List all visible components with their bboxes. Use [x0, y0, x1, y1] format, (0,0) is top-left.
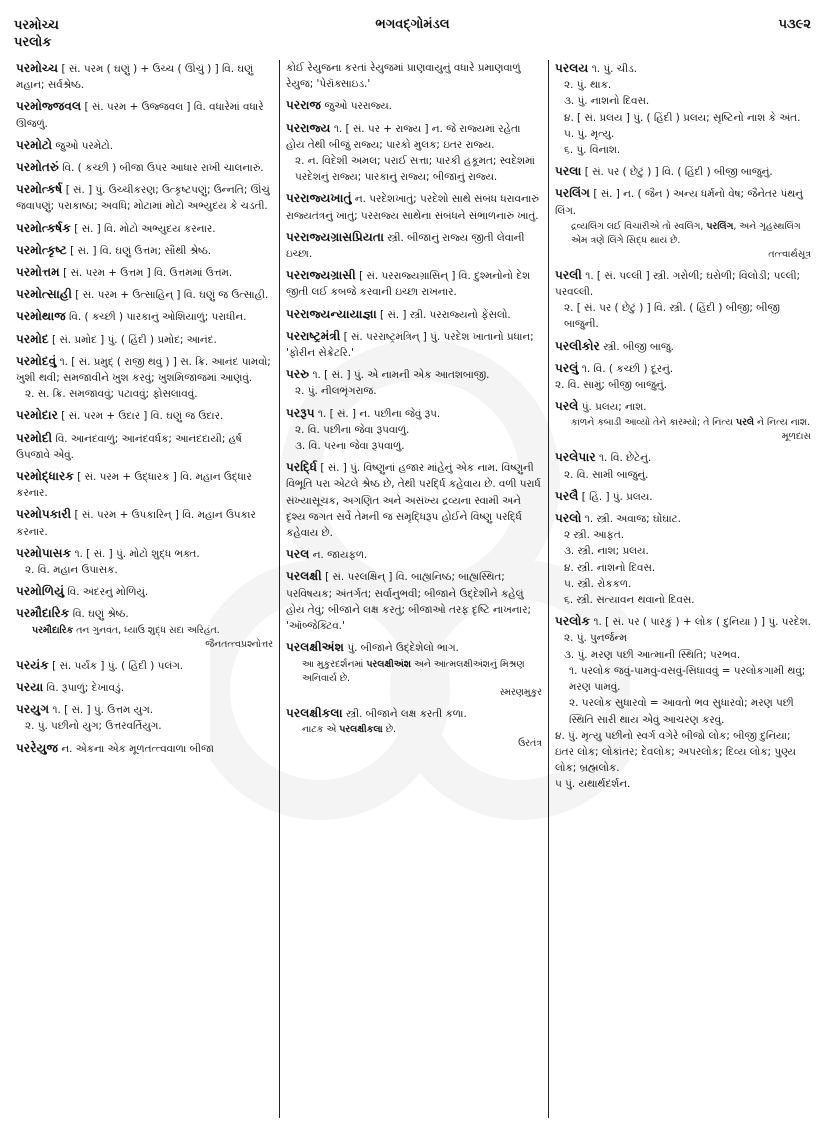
- entry-headword: પરલય: [555, 61, 589, 75]
- quote-text: , અને ગૃહસ્થલિંગ એમ ત્રણે લિંગે સિદ્ધ થાય છે.: [571, 220, 801, 246]
- entry-headword: પરમોદ્ધારક: [16, 469, 74, 484]
- quote-source: મૂળદાસ: [781, 431, 811, 443]
- quote-headword: પરલક્ષીઅંશ: [366, 658, 411, 670]
- entry-definition: [ સં. પ્રમોદ ] પું. ( હિંદી ) પ્રમોદ; આનંદ.: [52, 333, 217, 346]
- entry-definition: [ સં. ] વિ. મોટો અભ્યુદય કરનાર.: [74, 222, 216, 235]
- entry-sense: ૨. પું. પછીનો યુગ; ઉત્તરવર્તિયુગ.: [25, 720, 162, 733]
- dictionary-entry: [16, 353, 273, 403]
- quote-source: જૈનતત્ત્વપ્રશ્નોત્તર: [205, 638, 273, 650]
- entry-headword: પરમોત્કૃષ્ટ: [16, 242, 67, 257]
- dictionary-entry: [555, 163, 811, 180]
- dictionary-entry: [16, 605, 273, 651]
- entry-definition: ૧. પું. ચીડ.: [591, 63, 638, 75]
- entry-sense: ૨. વિ. મહાન ઉપાસક.: [25, 564, 118, 577]
- entry-headword: પરમોટો: [16, 137, 53, 152]
- entry-headword: પરલા: [555, 164, 582, 179]
- entry-headword: પરરાજ્ય: [286, 120, 331, 135]
- entry-definition: વિ. ( કચ્છી ) બીજા ઉપર આધાર રાખી ચાલનારું.: [62, 162, 264, 175]
- quote-text: કાળને કબાડી આવ્યો તેને કારમ્યો; તે નિત્ય: [571, 417, 736, 429]
- entry-definition: જુઓ પરરાજ્ય.: [324, 100, 392, 113]
- entry-headword: પરમોદ: [16, 331, 49, 346]
- dictionary-entry: [16, 331, 273, 348]
- dictionary-entry: [555, 510, 811, 608]
- entry-definition: [ સં. ] વિ. ઘણું ઉત્તમ; સૌથી શ્રેષ્ઠ.: [70, 244, 212, 257]
- entry-headword: પરલક્ષી: [286, 569, 322, 584]
- entry-definition: [ સં. પરમ + ઉજ્જવલ ] વિ. વધારેમાં વધારે ઊજળું.: [16, 101, 264, 130]
- dictionary-entry: [16, 701, 273, 734]
- entry-headword: પરલક્ષીઅંશ: [286, 640, 345, 655]
- entry-headword: પરલું: [555, 360, 579, 375]
- entry-headword: પરમોત્તમ: [16, 265, 60, 280]
- entry-headword: પરલીકોર: [555, 338, 600, 353]
- dictionary-entry: [286, 306, 542, 323]
- entry-definition: ન. પરદેશખાતું; પરદેશો સાથે સંબંધ ધરાવનારું રાજ્યતંત્રનું ખાતું; પરરાજ્ય સાથેના સંબંધને સંભાળનારું ખાતું.: [286, 193, 539, 222]
- entry-headword: પરલૈ: [555, 488, 579, 503]
- dictionary-entry: [555, 338, 811, 355]
- entry-definition: [ સં. ] ન. ( જૈન ) અન્ય ધર્મનો વેષ; જૈનેતર પંથનું લિંગ.: [555, 188, 803, 217]
- dictionary-entry: [16, 545, 273, 578]
- entry-sense: ૨. ન. વિદેશી અમલ; પરાઈ સત્તા; પારકી હકૂમત; સ્વદેશમાં પરદેશનું રાજ્ય; પારકાનું રાજ્ય; બીજાનું રાજ્ય.: [295, 155, 535, 184]
- entry-definition: ૧. [ સં. પ્રમુદ્ ( રાજી થવું ) ] સ. ક્રિ. આનંદ પામવો; ખુશી થવી; સમજાવીને ખુશ કરવું; ખુશમિજાજમાં આણવું.: [16, 355, 271, 385]
- dictionary-entry: [286, 568, 542, 634]
- entry-sense: ૩. વિ. પરના જેવા રૂપવાળું.: [295, 440, 405, 453]
- quote-text: નાટક એ: [302, 723, 340, 735]
- entry-headword: પરમોથાજ: [16, 309, 66, 324]
- entry-definition: [ સં. પરરાષ્ટ્રમંત્રિન્ ] પું. પરદેશ ખાતાનો પ્રધાન; 'ફોરીન સેક્રેટરિ.': [286, 330, 534, 360]
- dictionary-entry: [16, 60, 273, 93]
- dictionary-entry: [16, 468, 273, 501]
- dictionary-entry: [16, 264, 273, 281]
- entry-headword: પરલી: [555, 267, 582, 282]
- entry-sense: ૫ પું. યથાર્થદર્શન.: [555, 778, 631, 791]
- dictionary-entry: [16, 506, 273, 539]
- quote-source: તત્ત્વાર્થસૂત્ર: [768, 248, 811, 260]
- entry-definition: [ હિં. ] પું. પ્રલય.: [581, 490, 653, 503]
- dictionary-entry: [555, 360, 811, 393]
- entry-headword: પરરાજ્યગ્રાસી: [286, 268, 356, 283]
- entry-headword: પરલ: [286, 547, 310, 562]
- entry-definition: ૧. વિ. છેટેનું.: [598, 452, 652, 465]
- entry-definition: ૧. [ સં. ] પું. મોટો શુદ્ધ ભક્ત.: [74, 547, 200, 560]
- dictionary-entry: [555, 398, 811, 444]
- entry-headword: પરરુ: [286, 367, 310, 382]
- entry-definition: સ્ત્રી. બીજાને લક્ષ કરતી કળા.: [345, 707, 467, 720]
- entry-idiom: ૧. પરલોક જવું-પામવું-વસવું-સિધાવવું = પરલોકગામી થવું; મરણ પામવું.: [569, 664, 806, 694]
- dictionary-entry: [16, 98, 273, 131]
- entry-headword: પરમોત્સાહી: [16, 287, 72, 302]
- entry-sense: ૨. પું. નીલભૃંગરાજ.: [295, 385, 377, 398]
- column-right: [548, 60, 817, 1118]
- entry-headword: પરમોદી: [16, 430, 53, 445]
- entry-definition: [ સં. પરમ + ઉત્તમ ] વિ. ઉત્તમમાં ઉત્તમ.: [63, 267, 233, 280]
- entry-sense: ૬. સ્ત્રી. સત્યાવન થવાનો દિવસ.: [564, 594, 695, 607]
- entry-definition: ૧. વિ. ( કચ્છી ) દૂરનું.: [581, 362, 674, 375]
- entry-definition: ૧. [ સં. પર ( પારકું ) + લોક ( દુનિયા ) ] પું. પરદેશ.: [593, 616, 811, 629]
- entry-sense: ૪. પું. મૃત્યુ પછીનો સ્વર્ગ વગેરે બીજો લોક; બીજી દુનિયા; ઇતર લોક; લોકાંતર; દેવલોક; અપરલોક; દિવ્ય લોક; પુણ્ય લોક; બ્રહ્મલોક.: [555, 729, 796, 775]
- entry-definition: વિ. આનંદવાળું; આનંદવર્ધક; આનંદદાયી; હર્ષ ઉપજાવે એવું.: [16, 432, 242, 461]
- entry-headword: પરમોજ્જવલ: [16, 99, 82, 114]
- dictionary-entry: [555, 613, 811, 792]
- entry-headword: પરરાષ્ટ્રમંત્રી: [286, 328, 341, 343]
- page-header: [0, 0, 825, 58]
- entry-headword: પરરેયુજ: [16, 740, 59, 755]
- dictionary-entry: [286, 97, 542, 114]
- dictionary-entry: [286, 60, 542, 92]
- entry-headword: પરમોદાર: [16, 408, 58, 423]
- quote-text: છે.: [382, 723, 396, 735]
- quote-source: ઉરતંત્ર: [518, 737, 542, 749]
- dictionary-entry: [555, 488, 811, 505]
- entry-headword: પરયંક: [16, 657, 49, 672]
- dictionary-entry: [286, 190, 542, 223]
- entry-definition: ૧. [ સં. ] ન. પછીના જેવું રૂપ.: [317, 407, 441, 420]
- entry-definition: વિ. અંદરનું મોળિયું.: [67, 586, 149, 599]
- entry-quotation: [16, 624, 273, 638]
- dictionary-entry: [286, 405, 542, 455]
- entry-sense: ૨. સ. ક્રિ. સમજાવવું; પટાવવું; ફોસલાવવું.: [25, 388, 198, 401]
- entry-headword: પરમોત્કર્ષ: [16, 182, 63, 197]
- entry-sense: ૪. [ સં. પ્રલય ] પું. ( હિંદી ) પ્રલય; સૃષ્ટિનો નાશ કે અંત.: [564, 111, 801, 124]
- entry-headword: પરમોદવું: [16, 353, 57, 368]
- entry-definition: ન. જાયફળ.: [312, 549, 368, 562]
- dictionary-entry: [16, 430, 273, 463]
- quote-headword: પરલિંગ: [706, 220, 734, 232]
- entry-sense: ૩. પું. નાશનો દિવસ.: [564, 95, 650, 108]
- dictionary-entry: [16, 286, 273, 303]
- entry-definition: પું. બીજાને ઉદ્દેશેલો ભાગ.: [347, 642, 459, 655]
- entry-sense: ૨. પું. થાક.: [564, 79, 612, 92]
- entry-quotation: [286, 723, 542, 737]
- entry-definition: [ સં. પરમ + ઉત્સાહિન્ ] વિ. ઘણું જ ઉત્સાહી.: [75, 289, 269, 302]
- column-left: [10, 60, 279, 1118]
- entry-sense: ૬. પું. વિનાશ.: [564, 144, 621, 157]
- dictionary-entry: [286, 229, 542, 262]
- dictionary-entry: [555, 185, 811, 261]
- entry-sense: ૨ સ્ત્રી. આફત.: [564, 529, 625, 542]
- entry-headword: પરયા: [16, 679, 44, 694]
- book-title: ભગવદ્ગોમંડલ: [375, 17, 450, 32]
- entry-headword: પરલક્ષીકલા: [286, 705, 343, 720]
- entry-sense: ૫. સ્ત્રી. રોકકળ.: [564, 577, 632, 590]
- dictionary-entry: [16, 657, 273, 674]
- entry-quotation: [555, 416, 811, 430]
- entry-definition: જુઓ પરમેટો.: [55, 139, 114, 152]
- page-number: ૫૩૯૨: [778, 17, 811, 32]
- first-guide-word: પરમોચ્ચ: [14, 18, 59, 33]
- dictionary-entry: [286, 459, 542, 541]
- entry-headword: પરમોત્કર્ષક: [16, 220, 71, 235]
- dictionary-entry: [286, 639, 542, 699]
- entry-headword: પરલો: [555, 511, 582, 526]
- entry-headword: પરલેપાર: [555, 450, 596, 465]
- dictionary-entry: [286, 328, 542, 361]
- entry-definition: સ્ત્રી. બીજાનું રાજ્ય જીતી લેવાની ઇચ્છા.: [286, 231, 525, 261]
- quote-headword: પરલે: [735, 417, 755, 429]
- entry-idiom: ૨. પરલોક સુધારવો = આવતો ભવ સુધારવો; મરણ પછી સ્થિતિ સારી થાય એવું આચરણ કરવું.: [569, 697, 794, 726]
- dictionary-entry: [16, 220, 273, 237]
- dictionary-entry: [16, 583, 273, 600]
- dictionary-entry: [286, 546, 542, 563]
- dictionary-entry: [16, 137, 273, 154]
- entry-headword: પરરૂપ: [286, 405, 315, 420]
- entry-headword: પરરાજ્યન્યાયાજ્ઞા: [286, 306, 377, 321]
- entry-headword: પરરાજ્યખાતું: [286, 191, 352, 206]
- dictionary-entry: [16, 242, 273, 259]
- quote-headword: પરલક્ષીકલા: [339, 723, 383, 735]
- entry-headword: પરમૌદારિક: [16, 606, 70, 621]
- entry-definition: ૧. [ સં. પલ્લી ] સ્ત્રી. ગરોળી; ઘરોળી; વિલોડી; પલ્લી; પરવલ્લી.: [555, 269, 801, 299]
- entry-sense: ૩. સ્ત્રી. નાશ; પ્રલય.: [564, 545, 649, 558]
- entry-headword: પરર્દ્ધિ: [286, 460, 318, 475]
- entry-definition: વિ. રૂપાળું; દેખાવડું.: [46, 681, 125, 694]
- entry-definition: [ સં. પરમ + ઉદ્ધારક ] વિ. મહાન ઉદ્ધાર કરનાર.: [16, 471, 252, 500]
- entry-definition: ન. એકના એક મૂળતત્ત્વવાળા બીજા: [61, 742, 214, 755]
- entry-headword: પરરાજ્યગ્રાસપ્રિયતા: [286, 229, 384, 244]
- dictionary-entry: [16, 308, 273, 325]
- dictionary-entry: [555, 60, 811, 158]
- last-guide-word: પરલોક: [14, 35, 52, 50]
- entry-quotation: [286, 658, 542, 686]
- entry-definition: [ સં. પરલક્ષિન્ ] વિ. બાહ્યનિષ્ઠ; બાહ્યસ્થિત; પરવિષયક; અંતર્ગત; સર્વાનુભવી; બીજાને ઉદ્દેશીને કહેલું હોય તેવું; બીજાને લક્ષ કરતું; બીજાઓ તરફ દૃષ્ટિ નાખનાર; 'ઑબ્જેક્ટિવ.': [286, 571, 531, 633]
- entry-headword: પરમોતરું: [16, 160, 59, 175]
- quote-text: અને આત્મલક્ષીઅંશનું મિશ્રણ અનિવાર્ય છે.: [302, 658, 525, 684]
- entry-sense: ૪. સ્ત્રી. નાશનો દિવસ.: [564, 561, 656, 574]
- entry-definition: [ સં. પર ( છેટું ) ] વિ. ( હિંદી ) બીજી બાજુનું.: [584, 166, 773, 179]
- dictionary-entry: [555, 449, 811, 482]
- entry-definition: [ સં. પર્યંક ] પું. ( હિંદી ) પલંગ.: [52, 659, 184, 672]
- entry-definition: [ સં. ] પું. ઉચ્ચીકરણ; ઉત્કૃષ્ટપણું; ઉન્નતિ; ઊંચું જવાપણું; પરાકાષ્ઠા; અવધિ; મોટામાં મોટો અભ્યુદય કે ચડતી.: [16, 184, 270, 213]
- entry-definition: [ સં. પરરાજ્યગ્રાસિન્ ] વિ. દુશ્મનોનો દેશ જીતી લઈ કબજે કરવાની ઇચ્છા રાખનાર.: [286, 270, 531, 299]
- dictionary-entry: [286, 120, 542, 186]
- entry-definition: [ સં. ] સ્ત્રી. પરરાજ્યનો ફેંસલો.: [380, 308, 511, 321]
- quote-text: આ મુકુરદર્શનમાં: [302, 658, 367, 670]
- entry-definition: ૧. [ સં. પર + રાજ્ય ] ન. જે રાજ્યમાં રહેતા હોય તેથી બીજું રાજ્ય; પારકો મુલક; ઇતર રાજ્ય.: [286, 122, 521, 151]
- entry-definition: [ સં. પરમ + ઉદાર ] વિ. ઘણું જ ઉદાર.: [61, 410, 224, 423]
- entry-sense: ૨. વિ. પછીના જેવા રૂપવાળું.: [295, 423, 410, 436]
- quote-text: ને નિત્ય નાશ.: [754, 417, 811, 429]
- entry-headword: પરમોપાસક: [16, 545, 72, 560]
- entry-sense: ૨. વિ. સામી બાજુનું.: [564, 468, 649, 481]
- entry-definition: વિ. ( કચ્છી ) પારકાનું ઓશિયાળું; પરાધીન.: [69, 311, 247, 324]
- entry-definition: સ્ત્રી. બીજી બાજુ.: [603, 340, 674, 353]
- column-middle: [279, 60, 548, 1118]
- entry-headword: પરલોક: [555, 614, 591, 629]
- quote-text: તન ગુનવંત, ધ્યાઉ શુદ્ધ સદા અરિહંત.: [73, 624, 220, 636]
- dictionary-entry: [16, 181, 273, 214]
- entry-sense: ૩. પું. મરણ પછી આત્માની સ્થિતિ; પરભવ.: [564, 648, 741, 661]
- dictionary-entry: [16, 407, 273, 424]
- entry-sense: ૨. પું. પુનર્જન્મ: [564, 632, 627, 645]
- quote-source: સ્મરણમુકુર: [499, 686, 542, 698]
- dictionary-columns: [10, 60, 818, 1118]
- dictionary-entry: [16, 159, 273, 176]
- entry-sense: ૨. [ સં. પર ( છેટું ) ] વિ. સ્ત્રી. ( હિંદી ) બીજી; બીજી બાજુની.: [564, 302, 780, 331]
- dictionary-entry: [555, 267, 811, 333]
- dictionary-entry: [286, 267, 542, 300]
- dictionary-entry: [286, 366, 542, 399]
- entry-definition: [ સં. પરમ + ઉપકારિન્ ] વિ. મહાન ઉપકાર કરનાર.: [16, 509, 256, 538]
- entry-definition: પું. પ્રલય; નાશ.: [581, 401, 647, 414]
- dictionary-entry: [286, 705, 542, 751]
- entry-headword: પરલે: [555, 399, 579, 414]
- dictionary-entry: [16, 740, 273, 757]
- entry-definition: વિ. ઘણું શ્રેષ્ઠ.: [72, 608, 129, 621]
- entry-definition: કોઈ રેયુજના કરતાં રેયુજમાં પ્રાણવાયુનું વધારે પ્રમાણવાળું રેયુજ; 'પેરૉક્સાઇડ.': [286, 62, 521, 91]
- entry-quotation: [555, 220, 811, 248]
- quote-headword: પરમૌદારિક: [32, 624, 74, 636]
- entry-definition: ૧. સ્ત્રી. અવાજ; ઘોંઘાટ.: [584, 513, 681, 526]
- entry-sense: ૫. પું. મૃત્યુ.: [564, 127, 615, 140]
- entry-headword: પરમોચ્ચ: [16, 61, 59, 75]
- dictionary-entry: [16, 679, 273, 696]
- entry-definition: [ સં. પરમ ( ઘણું ) + ઉચ્ચ ( ઊંચું ) ] વિ. ઘણું મહાન; સર્વશ્રેષ્ઠ.: [16, 63, 254, 92]
- quote-text: દ્રવ્યલિંગ લઈ વિચારીએ તો સ્વલિંગ,: [571, 220, 707, 232]
- entry-sense: ૨. વિ. સામું; બીજી બાજુનું.: [555, 379, 667, 392]
- entry-headword: પરલિંગ: [555, 186, 591, 201]
- entry-definition: ૧. [ સં. ] પું. ઉત્તમ યુગ.: [52, 704, 154, 717]
- entry-headword: પરયુગ: [16, 702, 50, 717]
- entry-definition: ૧. [ સં. ] પું. એ નામની એક આતશબાજી.: [312, 369, 490, 382]
- entry-definition: [ સં. ] પું. વિષ્ણુનાં હજાર માંહેનું એક નામ. વિષ્ણુની વિભૂતિ પરા એટલે શ્રેષ્ઠ છે, તેથી પરર્દ્ધિ કહેવાય છે. વળી પરાર્ધ સંખ્યાસૂચક, અગણિત અને અસંખ્ય દ્રવ્યના સ્વામી અને દૃશ્ય જગત સર્વે તેમની જ સમૃદ્ધિરૂપ હોઈને વિષ્ણુ પરર્દ્ધિ કહેવાય છે.: [286, 462, 541, 540]
- entry-headword: પરમોપકારી: [16, 507, 72, 522]
- entry-headword: પરમોળિયું: [16, 584, 65, 599]
- entry-headword: પરરાજ: [286, 98, 322, 113]
